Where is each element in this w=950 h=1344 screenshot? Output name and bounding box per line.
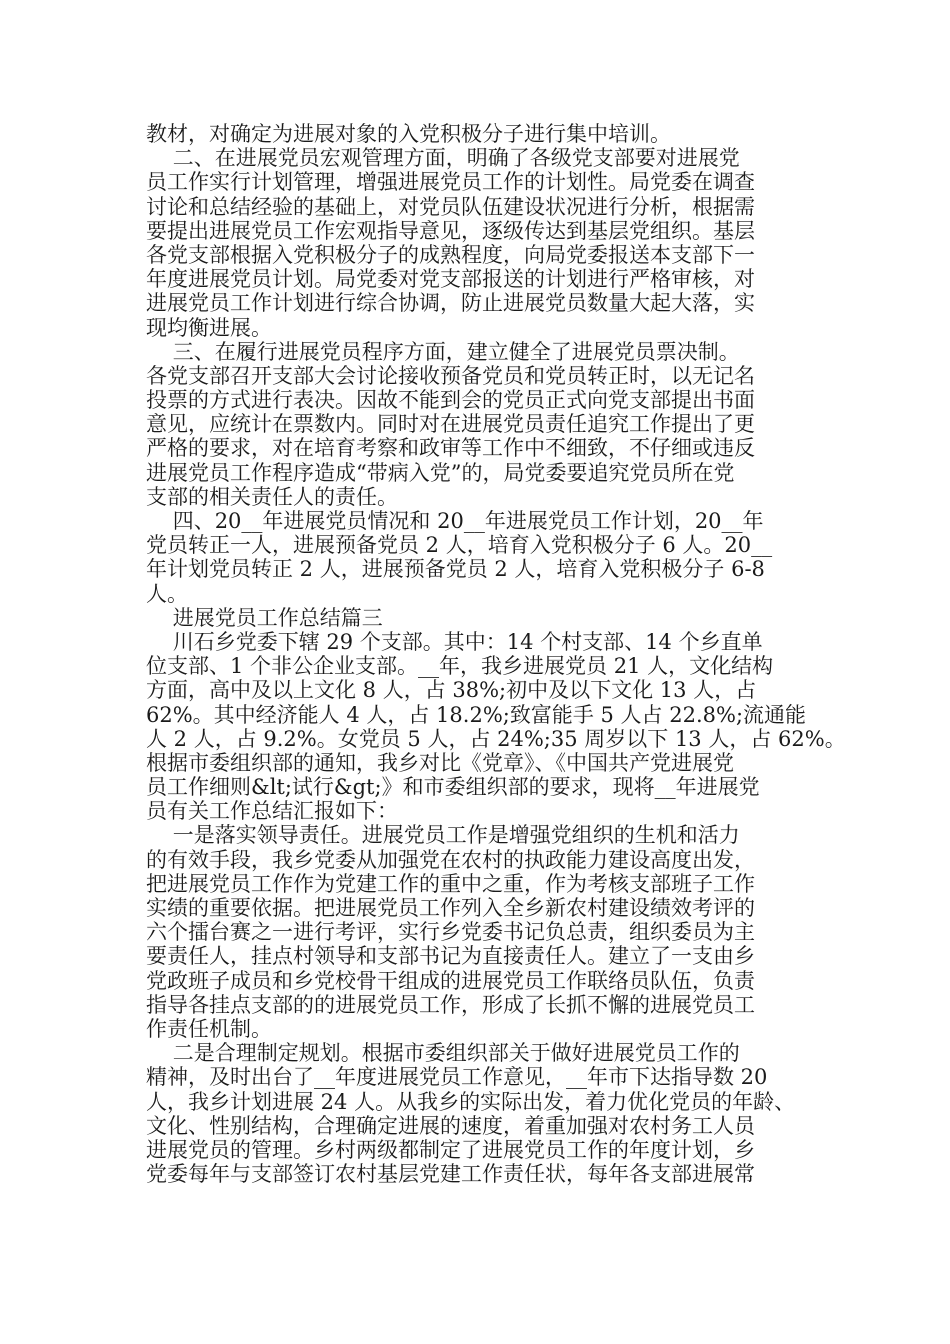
text-line: 要提出进展党员工作宏观指导意见，逐级传达到基层党组织。基层 [146, 218, 755, 243]
text-line: 各党支部召开支部大会讨论接收预备党员和党员转正时，以无记名 [146, 363, 755, 388]
text-line: 62%。其中经济能人 4 人，占 18.2%;致富能手 5 人占 22.8%;流通能 [146, 702, 807, 727]
text-line: 各党支部根据入党积极分子的成熟程度，向局党委报送本支部下一 [146, 242, 755, 267]
text-line: 讨论和总结经验的基础上，对党员队伍建设状况进行分析，根据需 [146, 194, 755, 219]
text-line: 二、在进展党员宏观管理方面，明确了各级党支部要对进展党 [146, 146, 740, 171]
text-line: 员工作实行计划管理，增强进展党员工作的计划性。局党委在调查 [146, 170, 755, 195]
text-line: 二是合理制定规划。根据市委组织部关于做好进展党员工作的 [146, 1041, 740, 1066]
text-line: 年计划党员转正 2 人，进展预备党员 2 人，培育入党积极分子 6-8 [146, 557, 765, 582]
text-line: 精神，及时出台了__年度进展党员工作意见，__年市下达指导数 20 [146, 1065, 768, 1090]
text-line: 实绩的重要依据。把进展党员工作列入全乡新农村建设绩效考评的 [146, 896, 755, 920]
text-line: 文化、性别结构，合理确定进展的速度，着重加强对农村务工人员 [146, 1113, 755, 1138]
text-line: 四、20__年进展党员情况和 20__年进展党员工作计划，20__年 [146, 509, 764, 533]
text-line: 人 2 人，占 9.2%。女党员 5 人，占 24%;35 周岁以下 13 人，占 62%。 [146, 726, 846, 751]
text-line: 三、在履行进展党员程序方面，建立健全了进展党员票决制。 [146, 339, 740, 364]
text-line: 现均衡进展。 [146, 315, 272, 340]
text-line: 要责任人，挂点村领导和支部书记为直接责任人。建立了一支由乡 [146, 944, 755, 969]
text-line: 党员转正一人，进展预备党员 2 人，培育入党积极分子 6 人。20__ [146, 533, 773, 558]
text-line: 教材，对确定为进展对象的入党积极分子进行集中培训。 [146, 122, 671, 146]
text-line: 党委每年与支部签订农村基层党建工作责任状，每年各支部进展常 [146, 1162, 755, 1187]
text-line: 员工作细则&lt;试行&gt;》和市委组织部的要求，现将__年进展党 [146, 775, 760, 800]
text-line: 一是落实领导责任。进展党员工作是增强党组织的生机和活力 [146, 823, 740, 848]
text-line: 六个擂台赛之一进行考评，实行乡党委书记负总责，组织委员为主 [146, 920, 755, 945]
text-line: 指导各挂点支部的的进展党员工作，形成了长抓不懈的进展党员工 [146, 992, 755, 1017]
text-line: 进展党员工作总结篇三 [146, 605, 383, 630]
text-line: 人，我乡计划进展 24 人。从我乡的实际出发，着力优化党员的年龄、 [146, 1089, 796, 1114]
text-line: 把进展党员工作作为党建工作的重中之重，作为考核支部班子工作 [146, 871, 755, 896]
text-line: 员有关工作总结汇报如下： [146, 799, 398, 824]
text-line: 支部的相关责任人的责任。 [146, 484, 398, 509]
text-line: 的有效手段，我乡党委从加强党在农村的执政能力建设高度出发， [146, 847, 755, 872]
text-line: 进展党员的管理。乡村两级都制定了进展党员工作的年度计划，乡 [146, 1137, 755, 1162]
document-body [146, 122, 846, 1187]
text-line: 川石乡党委下辖 29 个支部。其中：14 个村支部、14 个乡直单 [146, 629, 763, 654]
text-line: 进展党员工作计划进行综合协调，防止进展党员数量大起大落，实 [146, 291, 755, 316]
text-line: 严格的要求，对在培育考察和政审等工作中不细致，不仔细或违反 [146, 436, 755, 461]
text-line: 年度进展党员计划。局党委对党支部报送的计划进行严格审核，对 [146, 267, 755, 292]
text-line: 投票的方式进行表决。因故不能到会的党员正式向党支部提出书面 [146, 388, 755, 413]
text-line: 位支部、1 个非公企业支部。__年，我乡进展党员 21 人，文化结构 [146, 654, 774, 679]
text-line: 根据市委组织部的通知，我乡对比《党章》、《中国共产党进展党 [146, 750, 734, 775]
text-line: 党政班子成员和乡党校骨干组成的进展党员工作联络员队伍，负责 [146, 968, 755, 993]
text-line: 进展党员工作程序造成“带病入党”的，局党委要追究党员所在党 [146, 460, 735, 485]
text-line: 方面，高中及以上文化 8 人，占 38%;初中及以下文化 13 人，占 [146, 678, 757, 703]
text-line: 作责任机制。 [146, 1016, 272, 1041]
text-line: 人。 [146, 581, 188, 606]
text-line: 意见，应统计在票数内。同时对在进展党员责任追究工作提出了更 [146, 412, 755, 437]
